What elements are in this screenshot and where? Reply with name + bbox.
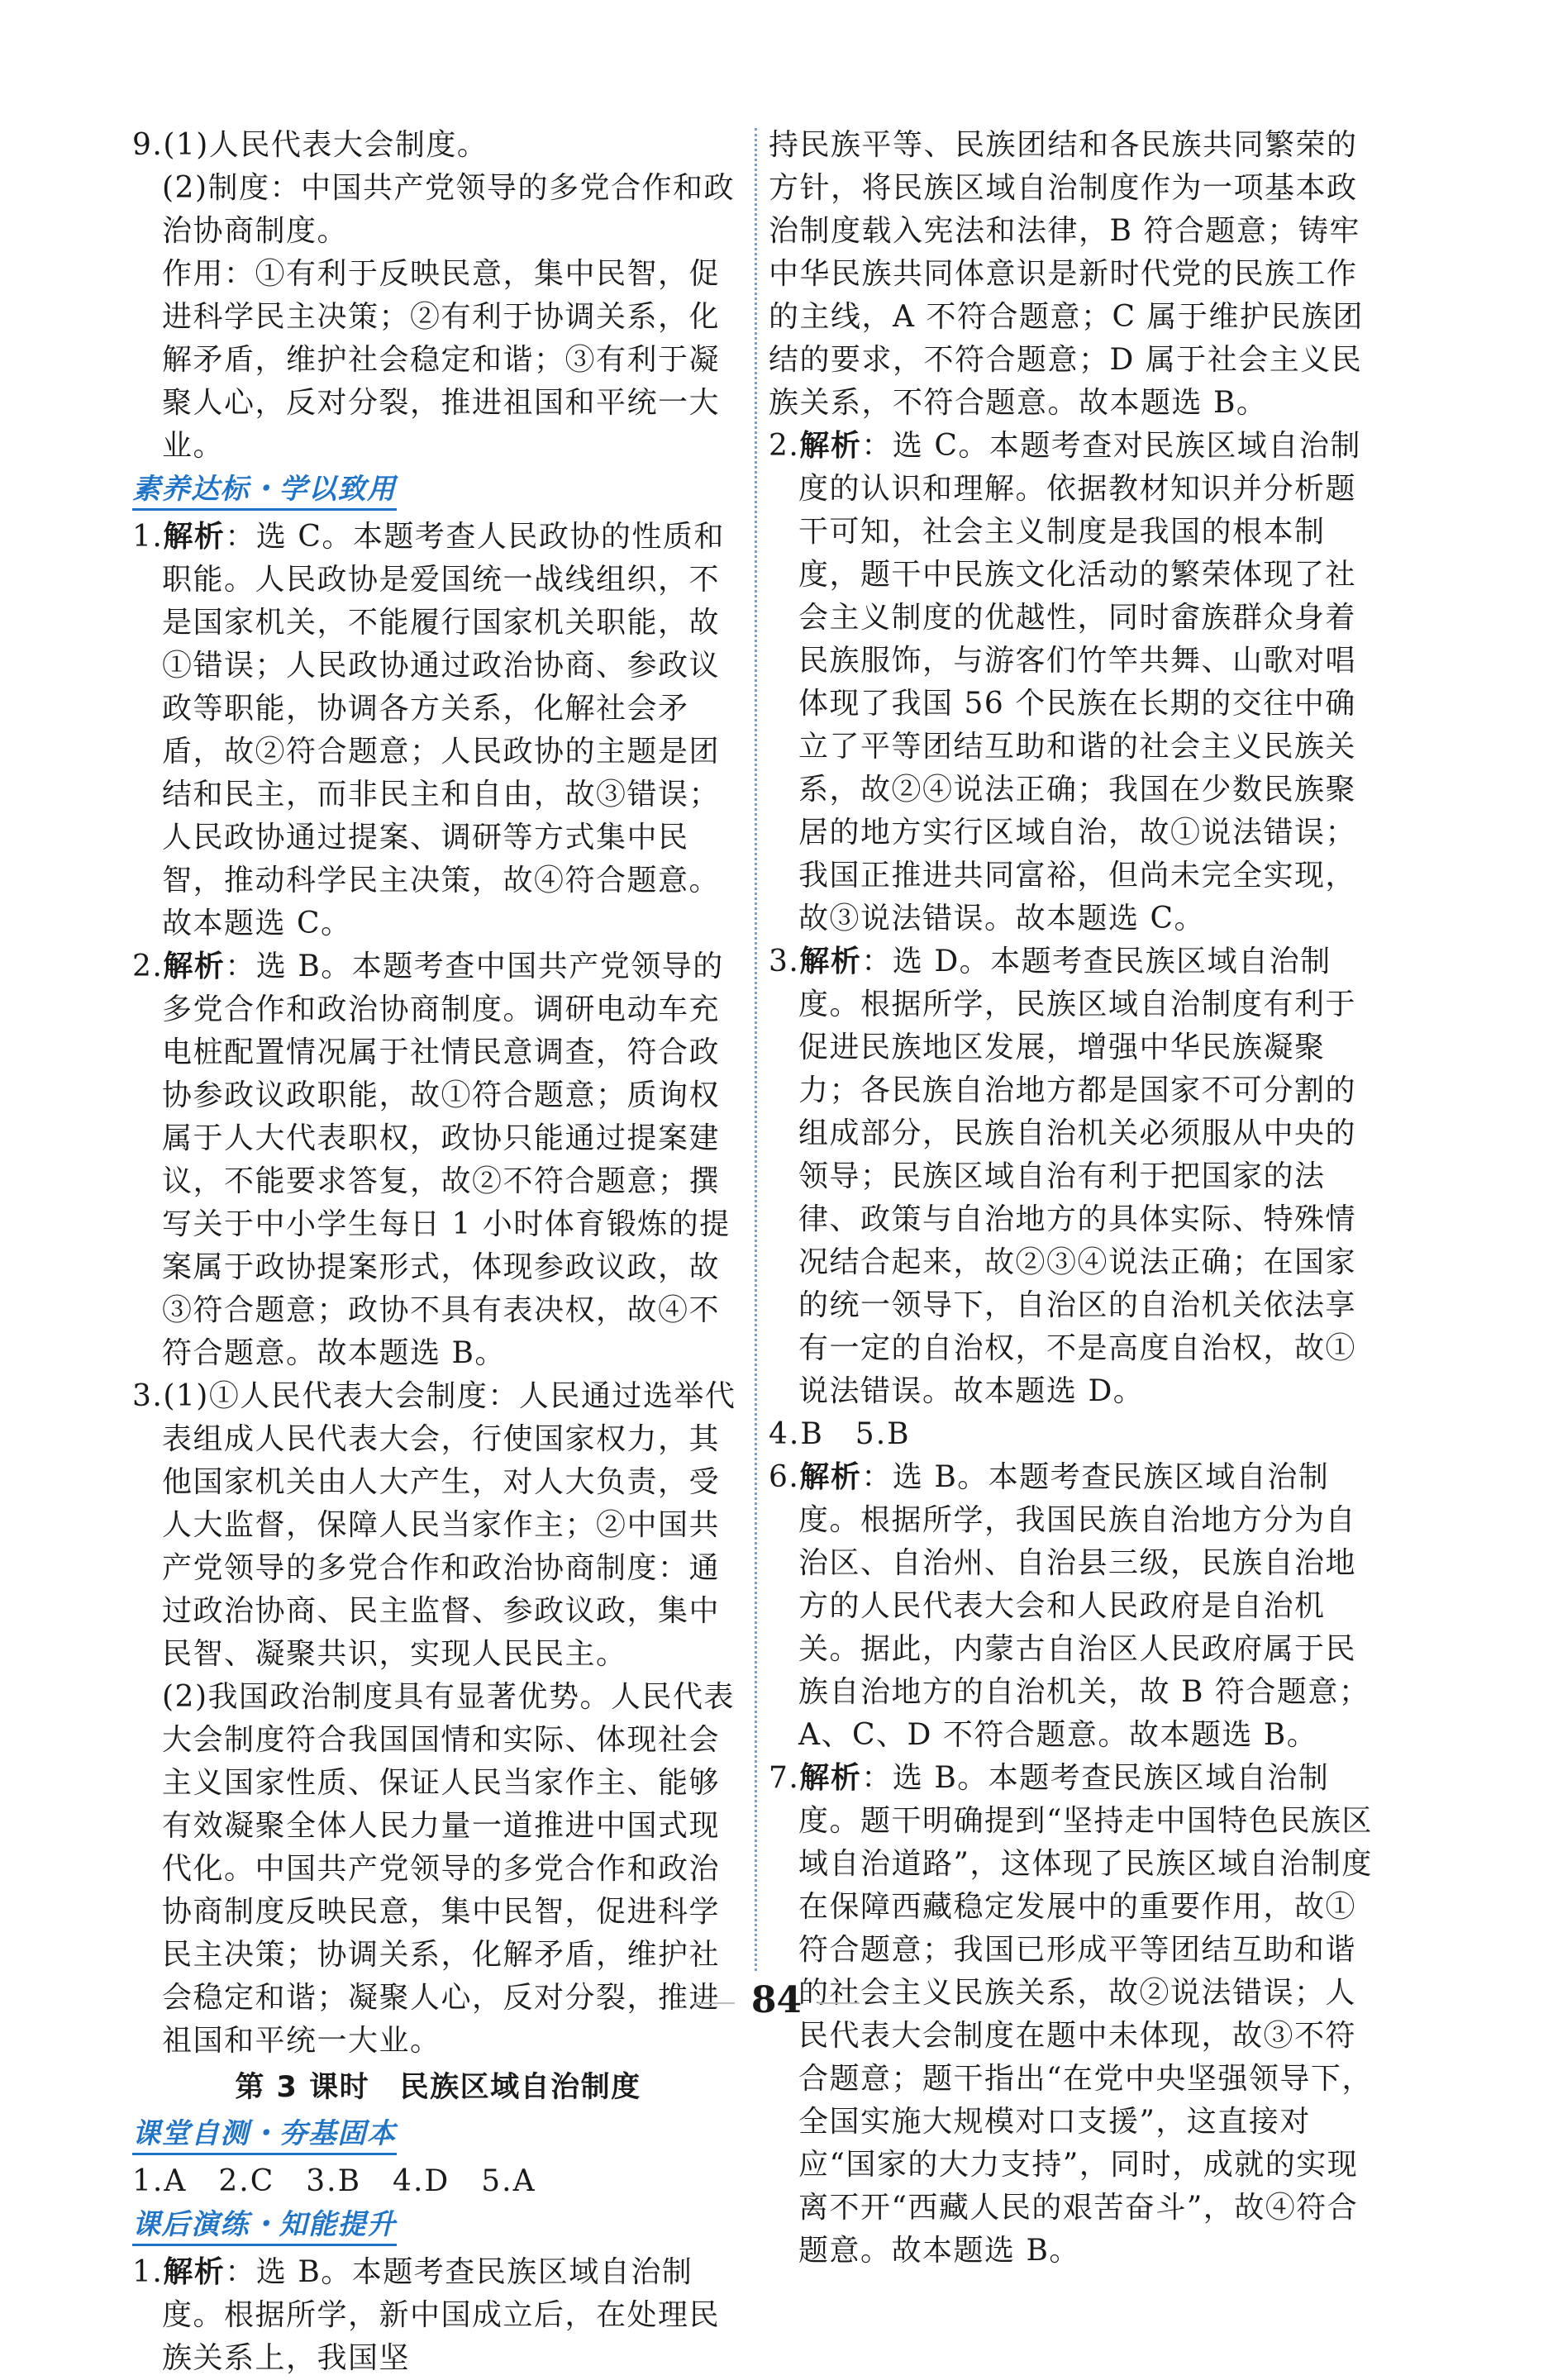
analysis-keyword: 解析 [163, 950, 226, 983]
section-label: 课后演练・知能提升 [132, 2206, 397, 2246]
answer-number: 2. [769, 429, 800, 463]
answer-number: 3. [769, 945, 800, 978]
answer-3-part1: 3.(1)①人民代表大会制度：人民通过选举代表组成人民代表大会，行使国家权力，其他国家机关由人大产生，对人大负责，受人大监督，保障人民当家作主；②中国共产党领导的多党合作和政治协商制度：通过政治协商、民主监督、参政议政，集中民智、凝聚共识，实现人民民主。 [132, 1379, 736, 1671]
homework-answer-1 [132, 2251, 744, 2380]
q9-part1: 9.(1)人民代表大会制度。 [132, 128, 488, 162]
answer-text: ：选 B。本题考查民族区域自治制度。根据所学，我国民族自治地方分为自治区、自治州、自治县三级，民族自治地方的人民代表大会和人民政府是自治机关。据此，内蒙古自治区人民政府属于民族自治地方的自治机关，故 B 符合题意；A、C、D 不符合题意。故本题选 B。 [798, 1460, 1370, 1752]
answer-2 [132, 945, 744, 1375]
analysis-keyword: 解析 [163, 2255, 226, 2289]
section-heading-1 [132, 468, 744, 516]
analysis-keyword: 解析 [799, 1761, 862, 1795]
section-label: 素养达标・学以致用 [132, 470, 397, 511]
homework-answer-1-continued: 持民族平等、民族团结和各民族共同繁荣的方针，将民族区域自治制度作为一项基本政治制度载入宪法和法律，B 符合题意；铸牢中华民族共同体意识是新时代党的民族工作的主线，A 不符合题意；C 属于维护民族团结的要求，不符合题意；D 属于社会主义民族关系，不符合题意。故本题选 B。 [769, 128, 1364, 420]
answer-text: ：选 B。本题考查民族区域自治制度。根据所学，新中国成立后，在处理民族关系上，我国坚 [162, 2255, 721, 2375]
answer-key-line: 1.A 2.C 3.B 4.D 5.A [132, 2164, 536, 2198]
page-number [0, 1979, 1553, 2021]
homework-answers-4-5: 4.B 5.B [769, 1417, 911, 1451]
answer-text: ：选 C。本题考查人民政协的性质和职能。人民政协是爱国统一战线组织，不是国家机关，不能履行国家机关职能，故①错误；人民政协通过政治协商、参政议政等职能，协调各方关系，化解社会矛盾，故②符合题意；人民政协的主题是团结和民主，而非民主和自由，故③错误；人民政协通过提案、调研等方式集中民智，推动科学民主决策，故④符合题意。故本题选 C。 [162, 520, 725, 940]
homework-answer-6 [769, 1456, 1380, 1757]
answer-text: ：选 B。本题考查民族区域自治制度。题干明确提到“坚持走中国特色民族区域自治道路”，这体现了民族区域自治制度在保障西藏稳定发展中的重要作用，故①符合题意；我国已形成平等团结互助和谐的社会主义民族关系，故②说法错误；人民代表大会制度在题中未体现，故③不符合题意；题干指出“在党中央坚强领导下，全国实施大规模对口支援”，这直接对应“国家的大力支持”，同时，成就的实现离不开“西藏人民的艰苦奋斗”，故④符合题意。故本题选 B。 [798, 1761, 1373, 2268]
answer-number: 2. [132, 950, 164, 983]
answer-number: 1. [132, 520, 164, 554]
page-number-rule-right [818, 2002, 860, 2004]
answer-1 [132, 516, 744, 945]
section-heading-3 [132, 2203, 744, 2251]
analysis-keyword: 解析 [799, 1460, 862, 1494]
q9-part2: (2)制度：中国共产党领导的多党合作和政治协商制度。 [162, 171, 735, 248]
lesson-title: 第 3 课时 民族区域自治制度 [235, 2071, 641, 2104]
answer-text: ：选 D。本题考查民族区域自治制度。根据所学，民族区域自治制度有利于促进民族地区发展，增强中华民族凝聚力；各民族自治地方都是国家不可分割的组成部分，民族自治机关必须服从中央的领导；民族区域自治有利于把国家的法律、政策与自治地方的具体实际、特殊情况结合起来，故②③④说法正确；在国家的统一领导下，自治区的自治机关依法享有一定的自治权，不是高度自治权，故①说法错误。故本题选 D。 [798, 945, 1357, 1408]
page-number-rule-left [693, 2002, 735, 2004]
answer-3-part2: (2)我国政治制度具有显著优势。人民代表大会制度符合我国国情和实际、体现社会主义国家性质、保证人民当家作主、能够有效凝聚全体人民力量一道推进中国式现代化。中国共产党领导的多党合作和政治协商制度反映民意，集中民智，促进科学民主决策；协调关系，化解矛盾，维护社会稳定和谐；凝聚人心，反对分裂，推进祖国和平统一大业。 [162, 1680, 735, 2058]
answer-number: 1. [132, 2255, 164, 2289]
analysis-keyword: 解析 [799, 429, 862, 463]
page-number-value: 84 [750, 1979, 803, 2021]
right-column [769, 124, 1380, 2273]
homework-answer-3 [769, 940, 1380, 1413]
column-divider [755, 128, 757, 1971]
q9-part3: 作用：①有利于反映民意，集中民智，促进科学民主决策；②有利于协调关系，化解矛盾，维护社会稳定和谐；③有利于凝聚人心，反对分裂，推进祖国和平统一大业。 [162, 257, 721, 463]
left-column [132, 124, 744, 2380]
answer-text: ：选 B。本题考查中国共产党领导的多党合作和政治协商制度。调研电动车充电桩配置情况属于社情民意调查，符合政协参政议政职能，故①符合题意；质询权属于人大代表职权，政协只能通过提案建议，不能要求答复，故②不符合题意；撰写关于中小学生每日 1 小时体育锻炼的提案属于政协提案形式，体现参政议政，故③符合题意；政协不具有表决权，故④不符合题意。故本题选 B。 [162, 950, 731, 1370]
analysis-keyword: 解析 [799, 945, 862, 978]
homework-answer-2 [769, 425, 1380, 940]
answer-number: 7. [769, 1761, 800, 1795]
answer-number: 6. [769, 1460, 800, 1494]
analysis-keyword: 解析 [163, 520, 226, 554]
section-label: 课堂自测・夯基固本 [132, 2115, 397, 2155]
section-heading-2 [132, 2112, 744, 2160]
answer-text: ：选 C。本题考查对民族区域自治制度的认识和理解。依据教材知识并分析题干可知，社会主义制度是我国的根本制度，题干中民族文化活动的繁荣体现了社会主义制度的优越性，同时畲族群众身着民族服饰，与游客们竹竿共舞、山歌对唱体现了我国 56 个民族在长期的交往中确立了平等团结互助和谐的社会主义民族关系，故②④说法正确；我国在少数民族聚居的地方实行区域自治，故①说法错误；我国正推进共同富裕，但尚未完全实现，故③说法错误。故本题选 C。 [798, 429, 1361, 935]
